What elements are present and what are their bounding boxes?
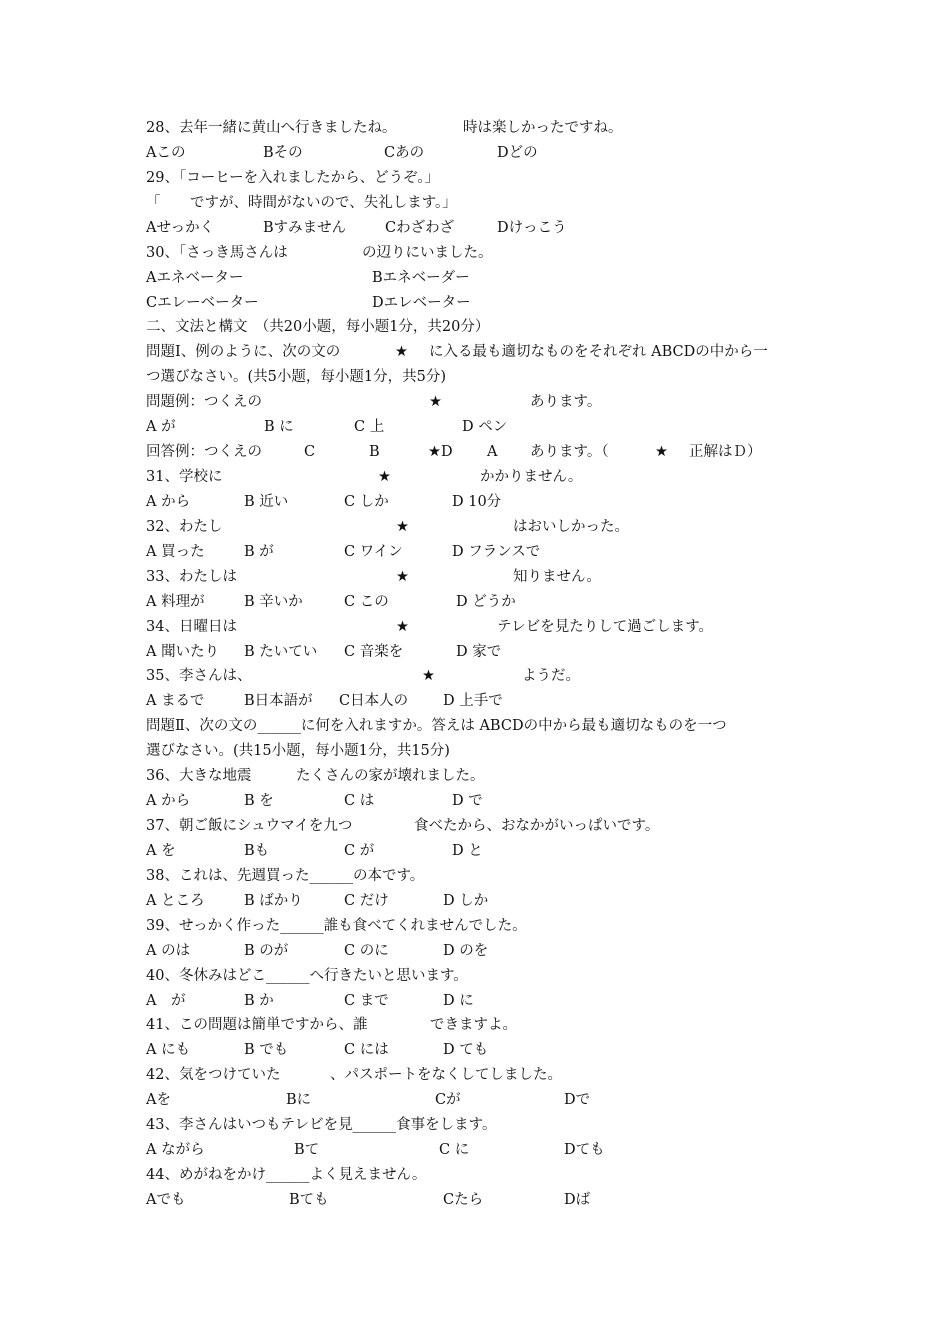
text-segment: 30、「さっき馬さんは — [146, 245, 288, 261]
text-segment: ★ — [396, 519, 409, 535]
text-segment: B でも — [244, 1042, 289, 1058]
text-segment: Cあの — [384, 145, 425, 161]
text-segment: Bに — [286, 1092, 312, 1108]
text-segment: Bて — [294, 1142, 320, 1158]
text-segment: 問題Ⅰ、例のように、次の文の — [146, 344, 341, 360]
text-segment: Dば — [564, 1192, 591, 1208]
text-segment: Dで — [564, 1092, 591, 1108]
text-segment: Dけっこう — [497, 220, 567, 236]
text-segment: D と — [452, 843, 483, 859]
text-segment: 36、大きな地震 — [146, 768, 252, 784]
text-segment: 43、李さんはいつもテレビを見______食事をします。 — [146, 1117, 497, 1133]
text-segment: 問題Ⅱ、次の文の______に何を入れますか。答えは ABCDの中から最も適切なものを一つ — [146, 718, 727, 734]
text-segment: C 音楽を — [344, 644, 404, 660]
text-segment: たくさんの家が壊れました。 — [296, 768, 485, 784]
text-segment: B 近い — [244, 494, 289, 510]
text-segment: C ワイン — [344, 544, 403, 560]
text-segment: A から — [146, 494, 191, 510]
text-segment: ★D — [428, 444, 453, 460]
text-segment: ★ — [395, 344, 408, 360]
text-segment: 選びなさい。(共15小题，每小题1分，共15分) — [146, 743, 450, 759]
text-segment: Dエレベーター — [372, 295, 471, 311]
text-segment: D で — [452, 793, 483, 809]
text-segment: D ペン — [462, 419, 508, 435]
text-segment: C — [304, 444, 316, 460]
text-segment: 41、この問題は簡単ですから、誰 — [146, 1017, 368, 1033]
text-segment: 29、「コーヒーを入れましたから、どうぞ。」 — [146, 170, 440, 186]
text-segment: ★ — [422, 668, 435, 684]
text-segment: A ところ — [146, 893, 205, 909]
text-segment: Aを — [146, 1092, 171, 1108]
text-segment: D ても — [443, 1042, 489, 1058]
text-segment: B日本語が — [244, 693, 313, 709]
text-segment: A — [487, 444, 498, 460]
text-segment: 正解はＤ） — [689, 444, 762, 460]
text-segment: C には — [344, 1042, 389, 1058]
text-segment: B が — [244, 544, 274, 560]
text-segment: A 料理が — [146, 594, 205, 610]
text-segment: に入る最も適切なものをそれぞれ ABCDの中から一 — [429, 344, 768, 360]
text-segment: 40、冬休みはどこ______へ行きたいと思います。 — [146, 968, 468, 984]
text-segment: つ選びなさい。(共5小题，每小题1分，共5分) — [146, 369, 446, 385]
text-segment: Cエレーベーター — [146, 295, 259, 311]
text-segment: 35、李さんは、 — [146, 668, 252, 684]
text-segment: D 10分 — [452, 494, 502, 510]
text-segment: できますよ。 — [430, 1017, 517, 1033]
text-segment: かかりません。 — [480, 469, 583, 485]
text-segment: ようだ。 — [522, 668, 580, 684]
text-segment: Cわざわざ — [385, 220, 455, 236]
text-segment: ★ — [378, 469, 391, 485]
text-segment: Bその — [263, 145, 303, 161]
text-segment: 回答例：つくえの — [146, 444, 262, 460]
text-segment: ★ — [396, 569, 409, 585]
text-segment: Aせっかく — [146, 220, 215, 236]
text-segment: 33、わたしは — [146, 569, 237, 585]
text-segment: A まるで — [146, 693, 205, 709]
text-segment: 37、朝ご飯にシュウマイを九つ — [146, 818, 353, 834]
text-segment: Dどの — [497, 145, 538, 161]
text-segment: B — [369, 444, 380, 460]
text-segment: ★ — [655, 444, 668, 460]
text-segment: の辺りにいました。 — [362, 245, 493, 261]
text-segment: Bエネベーダー — [372, 270, 470, 286]
text-segment: あります。（ — [530, 444, 609, 460]
text-segment: A にも — [146, 1042, 191, 1058]
text-segment: B に — [264, 419, 294, 435]
text-segment: はおいしかった。 — [513, 519, 629, 535]
text-segment: Bも — [244, 843, 270, 859]
text-segment: 39、せっかく作った______誰も食べてくれませんでした。 — [146, 918, 527, 934]
text-segment: 知りません。 — [513, 569, 601, 585]
text-segment: D しか — [443, 893, 489, 909]
text-segment: ★ — [396, 619, 409, 635]
text-segment: 28、去年一緒に黄山へ行きましたね。 — [146, 120, 397, 136]
text-segment: 、パスポートをなくしてしました。 — [330, 1067, 562, 1083]
text-segment: Aエネベーター — [146, 270, 244, 286]
text-segment: 問題例：つくえの — [146, 394, 262, 410]
text-segment: 44、めがねをかけ______よく見えません。 — [146, 1167, 427, 1183]
text-segment: B のが — [244, 943, 289, 959]
text-segment: 38、これは、先週買った______の本です。 — [146, 868, 425, 884]
text-segment: D 家で — [456, 644, 502, 660]
text-segment: 食べたから、おなかがいっぱいです。 — [414, 818, 660, 834]
text-segment: Cが — [435, 1092, 461, 1108]
text-segment: B を — [244, 793, 274, 809]
text-segment: A のは — [146, 943, 191, 959]
text-segment: 二、文法と構文 （共20小题，每小题1分，共20分） — [146, 319, 490, 335]
text-segment: Aこの — [146, 145, 186, 161]
text-segment: D のを — [443, 943, 489, 959]
text-segment: C この — [344, 594, 389, 610]
text-segment: D 上手で — [443, 693, 503, 709]
text-segment: B か — [244, 993, 274, 1009]
text-segment: B ばかり — [244, 893, 303, 909]
text-segment: C のに — [344, 943, 389, 959]
text-segment: 34、日曜日は — [146, 619, 237, 635]
text-segment: Bすみません — [263, 220, 347, 236]
text-segment: A ながら — [146, 1142, 205, 1158]
text-segment: 31、学校に — [146, 469, 223, 485]
text-segment: 42、気をつけていた — [146, 1067, 281, 1083]
text-segment: C に — [439, 1142, 470, 1158]
text-segment: ★ — [429, 394, 442, 410]
text-segment: Cたら — [443, 1192, 484, 1208]
text-segment: A が — [146, 993, 186, 1009]
text-segment: D に — [443, 993, 474, 1009]
text-segment: A を — [146, 843, 176, 859]
text-segment: 「 — [146, 195, 161, 211]
text-segment: C は — [344, 793, 375, 809]
text-segment: A 聞いたり — [146, 644, 220, 660]
text-segment: D どうか — [456, 594, 516, 610]
text-segment: D フランスで — [452, 544, 541, 560]
text-segment: C だけ — [344, 893, 389, 909]
text-segment: あります。 — [530, 394, 602, 410]
text-segment: B たいてい — [244, 644, 318, 660]
text-segment: ですが、時間がないので、失礼します。」 — [190, 195, 457, 211]
text-segment: C まで — [344, 993, 389, 1009]
text-segment: Aでも — [146, 1192, 186, 1208]
text-segment: Dても — [564, 1142, 605, 1158]
text-segment: C が — [344, 843, 375, 859]
text-segment: C 上 — [354, 419, 385, 435]
text-segment: A が — [146, 419, 176, 435]
text-segment: B 辛いか — [244, 594, 303, 610]
text-segment: 32、わたし — [146, 519, 223, 535]
text-segment: Bても — [289, 1192, 329, 1208]
text-segment: 時は楽しかったですね。 — [463, 120, 623, 136]
text-segment: C しか — [344, 494, 389, 510]
text-segment: A 買った — [146, 544, 205, 560]
text-segment: A から — [146, 793, 191, 809]
text-segment: C日本人の — [339, 693, 409, 709]
text-segment: テレビを見たりして過ごします。 — [497, 619, 714, 635]
